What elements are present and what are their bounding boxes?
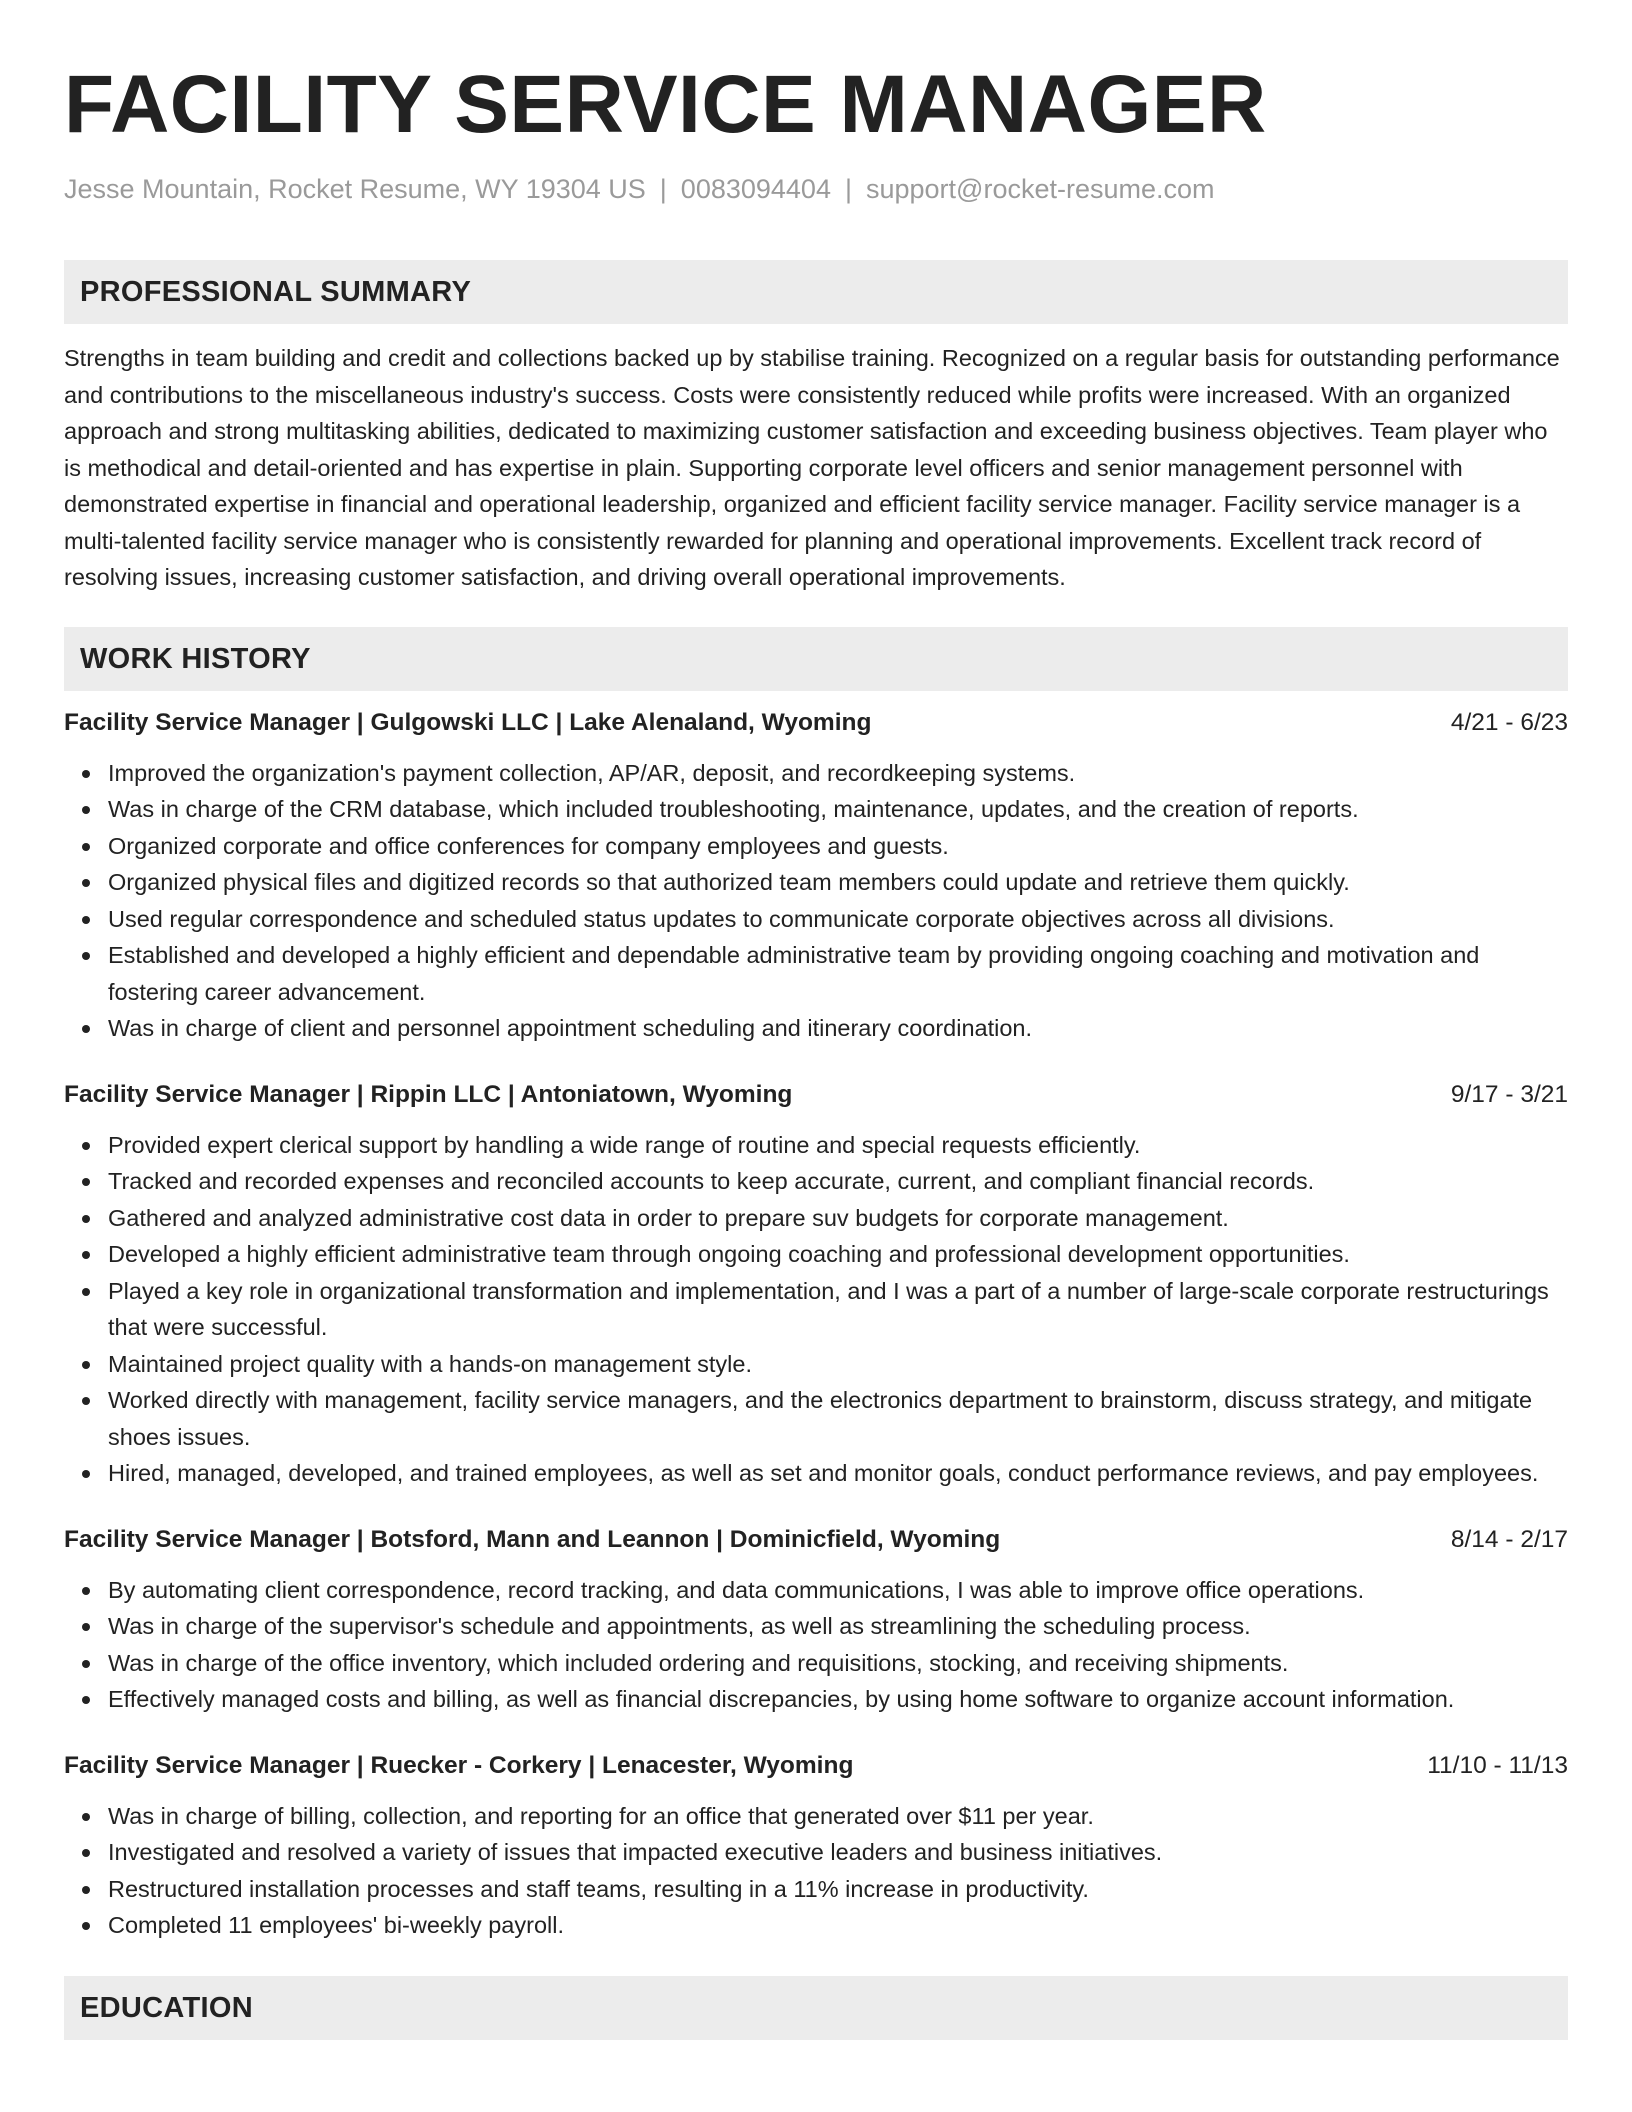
bullet-item: Was in charge of the CRM database, which included troubleshooting, maintenance, updates, and the creation of reports.: [64, 791, 1568, 828]
bullet-item: Was in charge of client and personnel appointment scheduling and itinerary coordination.: [64, 1010, 1568, 1047]
bullet-item: Organized physical files and digitized records so that authorized team members could update and retrieve them quickly.: [64, 864, 1568, 901]
bullet-item: Maintained project quality with a hands-on management style.: [64, 1346, 1568, 1383]
bullet-item: Developed a highly efficient administrative team through ongoing coaching and professional development opportunities.: [64, 1236, 1568, 1273]
job-bullets: [64, 1798, 1568, 1944]
job-entry: [64, 1077, 1568, 1492]
contact-separator: |: [844, 174, 852, 204]
bullet-item: Established and developed a highly efficient and dependable administrative team by providing ongoing coaching and motivation and fostering career advancement.: [64, 937, 1568, 1010]
job-header: [64, 1077, 1568, 1113]
bullet-item: Played a key role in organizational transformation and implementation, and I was a part of a number of large-scale corporate restructurings that were successful.: [64, 1273, 1568, 1346]
contact-separator: |: [659, 174, 667, 204]
bullet-item: Effectively managed costs and billing, as well as financial discrepancies, by using home software to organize account information.: [64, 1681, 1568, 1718]
section-header-professional-summary: PROFESSIONAL SUMMARY: [64, 260, 1568, 324]
job-entry: [64, 1522, 1568, 1718]
contact-address: Jesse Mountain, Rocket Resume, WY 19304 US: [64, 174, 646, 204]
bullet-item: Gathered and analyzed administrative cost data in order to prepare suv budgets for corporate management.: [64, 1200, 1568, 1237]
bullet-item: Investigated and resolved a variety of issues that impacted executive leaders and business initiatives.: [64, 1834, 1568, 1871]
job-title: Facility Service Manager | Ruecker - Corkery | Lenacester, Wyoming: [64, 1751, 854, 1779]
contact-phone: 0083094404: [680, 174, 831, 204]
bullet-item: Organized corporate and office conferences for company employees and guests.: [64, 828, 1568, 865]
job-dates: 4/21 - 6/23: [1450, 708, 1568, 736]
bullet-item: Completed 11 employees' bi-weekly payroll.: [64, 1907, 1568, 1944]
job-header: [64, 1748, 1568, 1784]
job-bullets: [64, 1127, 1568, 1492]
job-header: [64, 705, 1568, 741]
section-header-education: EDUCATION: [64, 1976, 1568, 2040]
bullet-item: Was in charge of billing, collection, and reporting for an office that generated over $11 per year.: [64, 1798, 1568, 1835]
job-title: Facility Service Manager | Rippin LLC | Antoniatown, Wyoming: [64, 1080, 793, 1108]
bullet-item: Was in charge of the supervisor's schedule and appointments, as well as streamlining the scheduling process.: [64, 1608, 1568, 1645]
bullet-item: Improved the organization's payment collection, AP/AR, deposit, and recordkeeping systems.: [64, 755, 1568, 792]
job-bullets: [64, 1572, 1568, 1718]
bullet-item: Hired, managed, developed, and trained employees, as well as set and monitor goals, conduct performance reviews, and pay employees.: [64, 1455, 1568, 1492]
job-dates: 11/10 - 11/13: [1427, 1751, 1568, 1779]
job-entry: [64, 1748, 1568, 1944]
resume-title: FACILITY SERVICE MANAGER: [64, 59, 1267, 150]
job-entry: [64, 705, 1568, 1047]
section-header-work-history: WORK HISTORY: [64, 627, 1568, 691]
contact-line: [64, 172, 1568, 206]
bullet-item: Worked directly with management, facility service managers, and the electronics department to brainstorm, discuss strategy, and mitigate shoes issues.: [64, 1382, 1568, 1455]
summary-text: Strengths in team building and credit and collections backed up by stabilise training. Recognized on a regular basis for outstanding performance and contributions to the miscellaneous industry's success. Costs were consistently reduced while profits were increased. With an organized approach and strong multitasking abilities, dedicated to maximizing customer satisfaction and exceeding business objectives. Team player who is methodical and detail-oriented and has expertise in plain. Supporting corporate level officers and senior management personnel with demonstrated expertise in financial and operational leadership, organized and efficient facility service manager. Facility service manager is a multi-talented facility service manager who is consistently rewarded for planning and operational improvements. Excellent track record of resolving issues, increasing customer satisfaction, and driving overall operational improvements.: [64, 345, 1560, 590]
bullet-item: Used regular correspondence and scheduled status updates to communicate corporate objectives across all divisions.: [64, 901, 1568, 938]
job-title: Facility Service Manager | Gulgowski LLC | Lake Alenaland, Wyoming: [64, 708, 872, 736]
job-dates: 8/14 - 2/17: [1450, 1525, 1568, 1553]
bullet-item: Restructured installation processes and staff teams, resulting in a 11% increase in productivity.: [64, 1871, 1568, 1908]
bullet-item: Was in charge of the office inventory, which included ordering and requisitions, stocking, and receiving shipments.: [64, 1645, 1568, 1682]
job-bullets: [64, 755, 1568, 1047]
bullet-item: Provided expert clerical support by handling a wide range of routine and special requests efficiently.: [64, 1127, 1568, 1164]
job-dates: 9/17 - 3/21: [1450, 1080, 1568, 1108]
job-header: [64, 1522, 1568, 1558]
job-title: Facility Service Manager | Botsford, Mann and Leannon | Dominicfield, Wyoming: [64, 1525, 1001, 1553]
contact-email: support@rocket-resume.com: [865, 174, 1215, 204]
bullet-item: Tracked and recorded expenses and reconciled accounts to keep accurate, current, and compliant financial records.: [64, 1163, 1568, 1200]
bullet-item: By automating client correspondence, record tracking, and data communications, I was able to improve office operations.: [64, 1572, 1568, 1609]
